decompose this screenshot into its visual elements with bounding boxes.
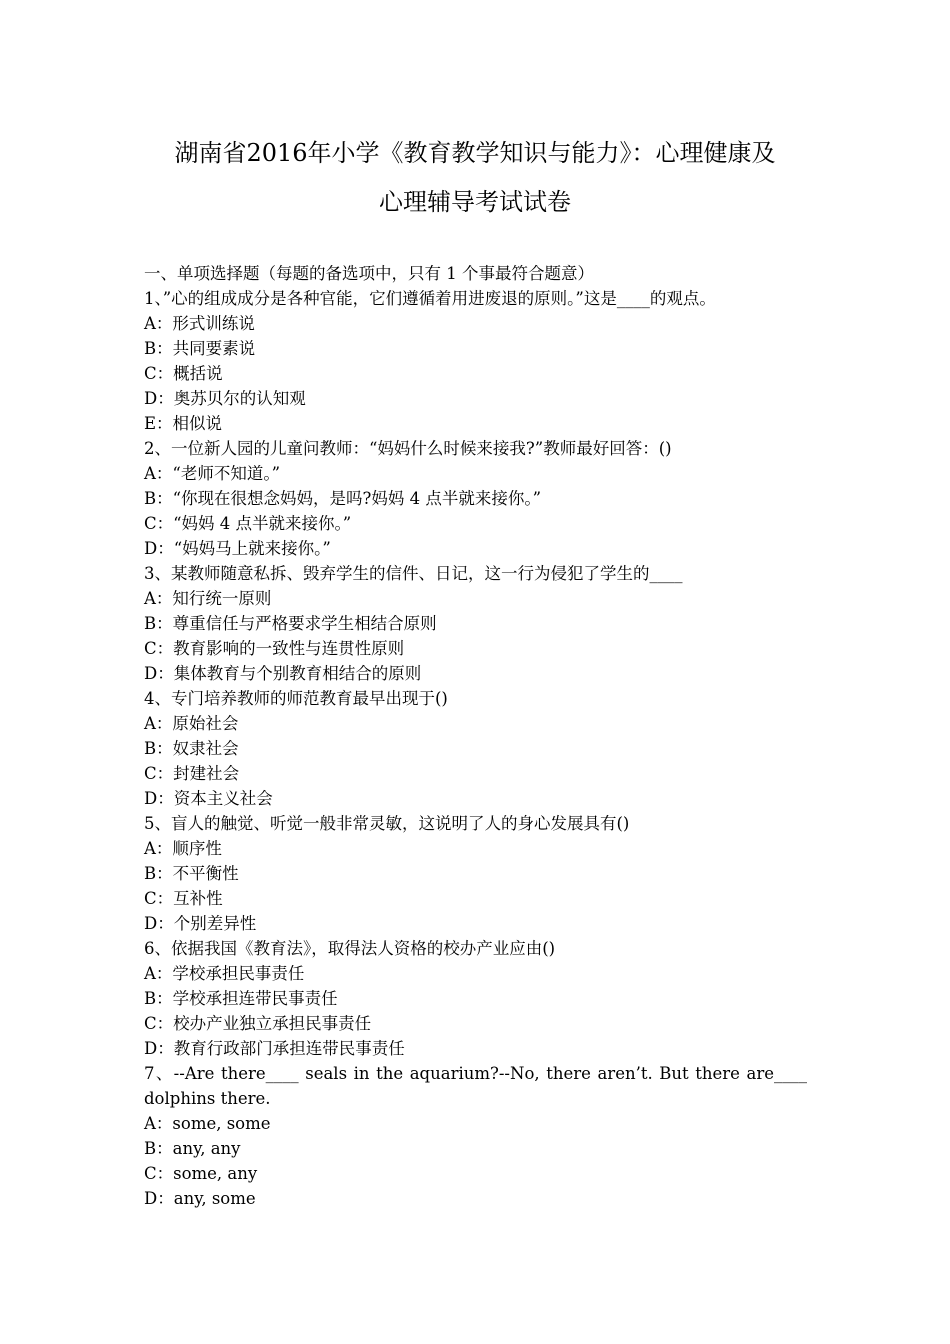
exam-body	[144, 261, 807, 1211]
exam-title-line-2: 心理辅导考试试卷	[379, 188, 571, 216]
answer-option: C：互补性	[144, 889, 223, 908]
section-heading: 一、单项选择题（每题的备选项中，只有 1 个事最符合题意）	[144, 264, 594, 283]
answer-option: D：“妈妈马上就来接你。”	[144, 539, 331, 558]
answer-option: C：“妈妈 4 点半就来接你。”	[144, 514, 352, 533]
answer-option: C：some, any	[144, 1164, 258, 1183]
answer-option: C：校办产业独立承担民事责任	[144, 1014, 372, 1033]
question-stem: 4、专门培养教师的师范教育最早出现于()	[144, 689, 448, 708]
answer-option: D：any, some	[144, 1189, 256, 1208]
question-stem: 5、盲人的触觉、听觉一般非常灵敏，这说明了人的身心发展具有()	[144, 814, 630, 833]
answer-option: D：教育行政部门承担连带民事责任	[144, 1039, 405, 1058]
answer-option: C：概括说	[144, 364, 223, 383]
answer-option: E：相似说	[144, 414, 223, 433]
answer-option: A：学校承担民事责任	[144, 964, 305, 983]
question-stem: 3、某教师随意私拆、毁弃学生的信件、日记，这一行为侵犯了学生的____	[144, 564, 683, 583]
answer-option: B：共同要素说	[144, 339, 256, 358]
answer-option: B：不平衡性	[144, 864, 239, 883]
question-stem: 7、--Are there____ seals in the aquarium?--No, there aren’t. But there are____	[144, 1064, 807, 1083]
answer-option: D：资本主义社会	[144, 789, 273, 808]
question-stem: 1、”心的组成成分是各种官能，它们遵循着用进废退的原则。”这是____的观点。	[144, 289, 716, 308]
question-stem-continuation: dolphins there.	[144, 1089, 271, 1108]
question-stem: 6、依据我国《教育法》，取得法人资格的校办产业应由()	[144, 939, 556, 958]
answer-option: D：个别差异性	[144, 914, 257, 933]
exam-title-line-1: 湖南省2016年小学《教育教学知识与能力》：心理健康及	[174, 139, 776, 167]
answer-option: C：教育影响的一致性与连贯性原则	[144, 639, 405, 658]
answer-option: B：尊重信任与严格要求学生相结合原则	[144, 614, 437, 633]
answer-option: C：封建社会	[144, 764, 240, 783]
answer-option: B：学校承担连带民事责任	[144, 989, 338, 1008]
answer-option: B：奴隶社会	[144, 739, 239, 758]
answer-option: A：原始社会	[144, 714, 239, 733]
answer-option: D：奥苏贝尔的认知观	[144, 389, 306, 408]
answer-option: B：any, any	[144, 1139, 241, 1158]
answer-option: A：形式训练说	[144, 314, 255, 333]
question-stem: 2、一位新人园的儿童问教师：“妈妈什么时候来接我?”教师最好回答：()	[144, 439, 672, 458]
answer-option: A：知行统一原则	[144, 589, 272, 608]
answer-option: A：some, some	[144, 1114, 271, 1133]
answer-option: A：“老师不知道。”	[144, 464, 281, 483]
answer-option: B：“你现在很想念妈妈，是吗?妈妈 4 点半就来接你。”	[144, 489, 542, 508]
answer-option: A：顺序性	[144, 839, 222, 858]
answer-option: D：集体教育与个别教育相结合的原则	[144, 664, 422, 683]
